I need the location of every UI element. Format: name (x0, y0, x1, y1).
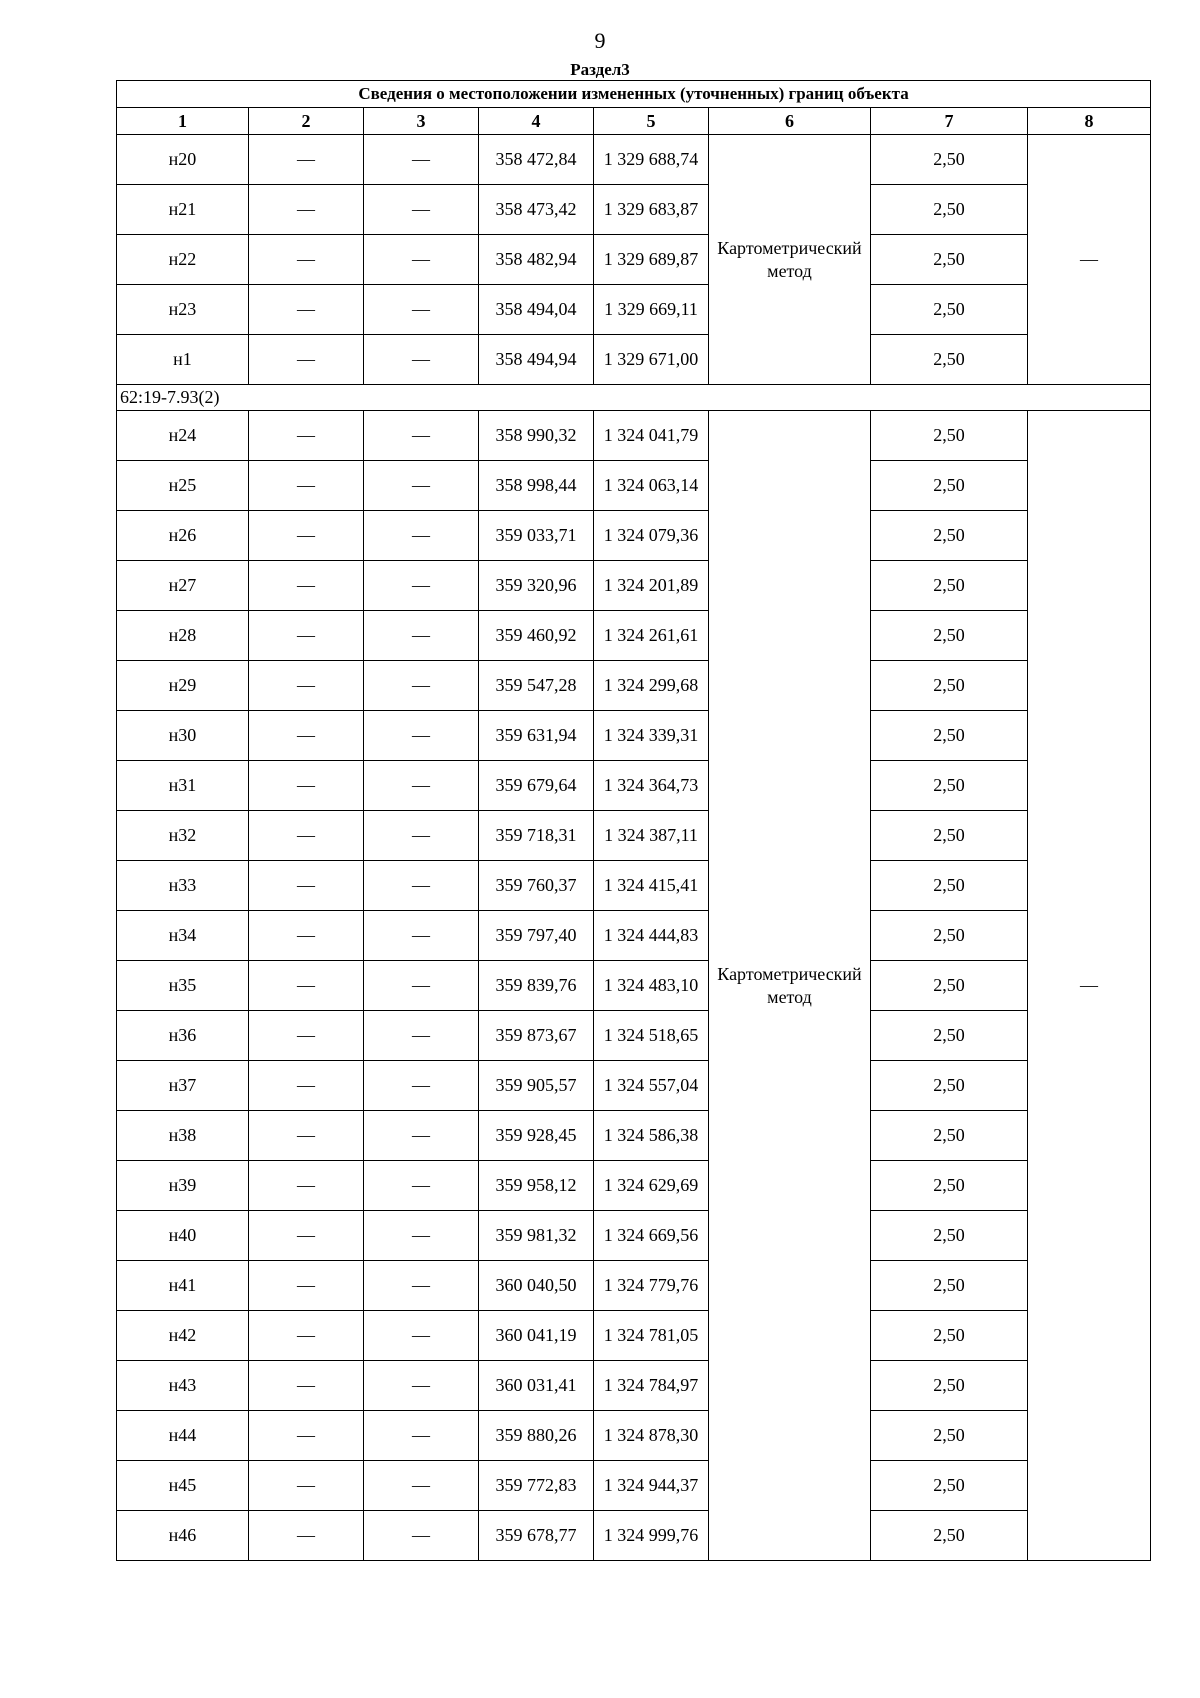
column-number-7: 7 (871, 108, 1028, 135)
point-name: н36 (117, 1011, 249, 1061)
point-name: н34 (117, 911, 249, 961)
point-name: н22 (117, 235, 249, 285)
column-2-value: — (249, 1111, 364, 1161)
table-row (117, 461, 1151, 511)
column-2-value: — (249, 511, 364, 561)
table-row (117, 661, 1151, 711)
x-coordinate: 358 494,94 (479, 335, 594, 385)
column-number-6: 6 (709, 108, 871, 135)
y-coordinate: 1 324 041,79 (594, 411, 709, 461)
table-row (117, 285, 1151, 335)
table-row (117, 1211, 1151, 1261)
x-coordinate: 360 031,41 (479, 1361, 594, 1411)
column-3-value: — (364, 1161, 479, 1211)
column-2-value: — (249, 961, 364, 1011)
column-number-row (117, 108, 1151, 135)
point-name: н42 (117, 1311, 249, 1361)
table-row (117, 511, 1151, 561)
column-2-value: — (249, 135, 364, 185)
accuracy-value: 2,50 (871, 961, 1028, 1011)
point-name: н40 (117, 1211, 249, 1261)
table-row (117, 1011, 1151, 1061)
y-coordinate: 1 324 261,61 (594, 611, 709, 661)
x-coordinate: 358 998,44 (479, 461, 594, 511)
column-2-value: — (249, 1011, 364, 1061)
accuracy-value: 2,50 (871, 1061, 1028, 1111)
x-coordinate: 359 631,94 (479, 711, 594, 761)
point-name: н1 (117, 335, 249, 385)
y-coordinate: 1 324 339,31 (594, 711, 709, 761)
x-coordinate: 359 460,92 (479, 611, 594, 661)
accuracy-value: 2,50 (871, 1311, 1028, 1361)
table-row (117, 235, 1151, 285)
point-name: н32 (117, 811, 249, 861)
y-coordinate: 1 324 669,56 (594, 1211, 709, 1261)
column-3-value: — (364, 1411, 479, 1461)
table-row (117, 561, 1151, 611)
y-coordinate: 1 324 444,83 (594, 911, 709, 961)
point-name: н45 (117, 1461, 249, 1511)
x-coordinate: 359 981,32 (479, 1211, 594, 1261)
table-row (117, 335, 1151, 385)
table-row (117, 411, 1151, 461)
x-coordinate: 359 958,12 (479, 1161, 594, 1211)
y-coordinate: 1 324 586,38 (594, 1111, 709, 1161)
table-row (117, 1511, 1151, 1561)
x-coordinate: 359 718,31 (479, 811, 594, 861)
point-name: н43 (117, 1361, 249, 1411)
method-cell: Картометрический метод (709, 135, 871, 385)
column-2-value: — (249, 561, 364, 611)
accuracy-value: 2,50 (871, 135, 1028, 185)
accuracy-value: 2,50 (871, 511, 1028, 561)
accuracy-value: 2,50 (871, 1161, 1028, 1211)
column-3-value: — (364, 561, 479, 611)
column-3-value: — (364, 1361, 479, 1411)
column-number-4: 4 (479, 108, 594, 135)
accuracy-value: 2,50 (871, 761, 1028, 811)
y-coordinate: 1 329 688,74 (594, 135, 709, 185)
y-coordinate: 1 324 779,76 (594, 1261, 709, 1311)
column-2-value: — (249, 411, 364, 461)
column-2-value: — (249, 1461, 364, 1511)
accuracy-value: 2,50 (871, 285, 1028, 335)
accuracy-value: 2,50 (871, 1411, 1028, 1461)
y-coordinate: 1 324 483,10 (594, 961, 709, 1011)
column-number-1: 1 (117, 108, 249, 135)
column-3-value: — (364, 961, 479, 1011)
column-2-value: — (249, 911, 364, 961)
column-3-value: — (364, 661, 479, 711)
x-coordinate: 359 905,57 (479, 1061, 594, 1111)
accuracy-value: 2,50 (871, 661, 1028, 711)
table-row (117, 1161, 1151, 1211)
y-coordinate: 1 324 784,97 (594, 1361, 709, 1411)
x-coordinate: 358 472,84 (479, 135, 594, 185)
point-name: н35 (117, 961, 249, 1011)
accuracy-value: 2,50 (871, 335, 1028, 385)
column-3-value: — (364, 761, 479, 811)
point-name: н20 (117, 135, 249, 185)
column-3-value: — (364, 1061, 479, 1111)
y-coordinate: 1 329 683,87 (594, 185, 709, 235)
x-coordinate: 359 033,71 (479, 511, 594, 561)
column-2-value: — (249, 811, 364, 861)
point-name: н39 (117, 1161, 249, 1211)
x-coordinate: 360 040,50 (479, 1261, 594, 1311)
table-row (117, 135, 1151, 185)
y-coordinate: 1 329 669,11 (594, 285, 709, 335)
y-coordinate: 1 324 557,04 (594, 1061, 709, 1111)
column-3-value: — (364, 861, 479, 911)
column-2-value: — (249, 761, 364, 811)
y-coordinate: 1 324 415,41 (594, 861, 709, 911)
accuracy-value: 2,50 (871, 461, 1028, 511)
accuracy-value: 2,50 (871, 711, 1028, 761)
y-coordinate: 1 324 629,69 (594, 1161, 709, 1211)
column-3-value: — (364, 811, 479, 861)
column-2-value: — (249, 1361, 364, 1411)
column-2-value: — (249, 861, 364, 911)
x-coordinate: 358 473,42 (479, 185, 594, 235)
table-row (117, 1311, 1151, 1361)
point-name: н41 (117, 1261, 249, 1311)
accuracy-value: 2,50 (871, 1461, 1028, 1511)
column-number-5: 5 (594, 108, 709, 135)
point-name: н23 (117, 285, 249, 335)
x-coordinate: 359 880,26 (479, 1411, 594, 1461)
table-row (117, 1411, 1151, 1461)
boundary-coordinates-table (116, 80, 1151, 1561)
y-coordinate: 1 324 878,30 (594, 1411, 709, 1461)
table-row (117, 1261, 1151, 1311)
table-row (117, 761, 1151, 811)
point-name: н28 (117, 611, 249, 661)
accuracy-value: 2,50 (871, 561, 1028, 611)
accuracy-value: 2,50 (871, 1261, 1028, 1311)
table-row (117, 861, 1151, 911)
y-coordinate: 1 329 671,00 (594, 335, 709, 385)
x-coordinate: 359 772,83 (479, 1461, 594, 1511)
column-3-value: — (364, 135, 479, 185)
point-name: н31 (117, 761, 249, 811)
column-3-value: — (364, 911, 479, 961)
accuracy-value: 2,50 (871, 411, 1028, 461)
point-name: н46 (117, 1511, 249, 1561)
x-coordinate: 359 320,96 (479, 561, 594, 611)
table-row (117, 1461, 1151, 1511)
y-coordinate: 1 324 999,76 (594, 1511, 709, 1561)
x-coordinate: 358 990,32 (479, 411, 594, 461)
x-coordinate: 358 482,94 (479, 235, 594, 285)
x-coordinate: 358 494,04 (479, 285, 594, 335)
column-3-value: — (364, 1211, 479, 1261)
column-3-value: — (364, 711, 479, 761)
column-2-value: — (249, 1411, 364, 1461)
accuracy-value: 2,50 (871, 1361, 1028, 1411)
table-row (117, 1111, 1151, 1161)
accuracy-value: 2,50 (871, 611, 1028, 661)
column-2-value: — (249, 1061, 364, 1111)
point-name: н44 (117, 1411, 249, 1461)
x-coordinate: 359 797,40 (479, 911, 594, 961)
column-2-value: — (249, 1261, 364, 1311)
column-2-value: — (249, 335, 364, 385)
accuracy-value: 2,50 (871, 235, 1028, 285)
y-coordinate: 1 324 063,14 (594, 461, 709, 511)
x-coordinate: 359 928,45 (479, 1111, 594, 1161)
y-coordinate: 1 324 299,68 (594, 661, 709, 711)
y-coordinate: 1 324 364,73 (594, 761, 709, 811)
column-2-value: — (249, 1311, 364, 1361)
accuracy-value: 2,50 (871, 811, 1028, 861)
group-label: 62:19-7.93(2) (117, 385, 1151, 411)
column-3-value: — (364, 1311, 479, 1361)
column-3-value: — (364, 1011, 479, 1061)
column-2-value: — (249, 1161, 364, 1211)
y-coordinate: 1 329 689,87 (594, 235, 709, 285)
column-2-value: — (249, 1511, 364, 1561)
x-coordinate: 359 839,76 (479, 961, 594, 1011)
column-number-2: 2 (249, 108, 364, 135)
column-3-value: — (364, 1461, 479, 1511)
table-row (117, 911, 1151, 961)
table-caption: Сведения о местоположении измененных (уточненных) границ объекта (117, 81, 1151, 108)
column-2-value: — (249, 1211, 364, 1261)
column-3-value: — (364, 1261, 479, 1311)
page-number: 9 (594, 28, 606, 53)
column-2-value: — (249, 285, 364, 335)
x-coordinate: 359 760,37 (479, 861, 594, 911)
column-2-value: — (249, 661, 364, 711)
table-row (117, 1061, 1151, 1111)
table-row (117, 711, 1151, 761)
y-coordinate: 1 324 201,89 (594, 561, 709, 611)
column-number-3: 3 (364, 108, 479, 135)
column-3-value: — (364, 611, 479, 661)
column-3-value: — (364, 285, 479, 335)
point-name: н26 (117, 511, 249, 561)
column-3-value: — (364, 511, 479, 561)
table-row (117, 1361, 1151, 1411)
point-name: н21 (117, 185, 249, 235)
column-number-8: 8 (1028, 108, 1151, 135)
accuracy-value: 2,50 (871, 1211, 1028, 1261)
x-coordinate: 359 547,28 (479, 661, 594, 711)
accuracy-value: 2,50 (871, 861, 1028, 911)
y-coordinate: 1 324 944,37 (594, 1461, 709, 1511)
point-name: н38 (117, 1111, 249, 1161)
column-3-value: — (364, 185, 479, 235)
y-coordinate: 1 324 781,05 (594, 1311, 709, 1361)
x-coordinate: 359 873,67 (479, 1011, 594, 1061)
column-2-value: — (249, 611, 364, 661)
accuracy-value: 2,50 (871, 185, 1028, 235)
x-coordinate: 359 678,77 (479, 1511, 594, 1561)
column-2-value: — (249, 185, 364, 235)
x-coordinate: 360 041,19 (479, 1311, 594, 1361)
point-name: н33 (117, 861, 249, 911)
table-row (117, 185, 1151, 235)
column-2-value: — (249, 711, 364, 761)
point-name: н27 (117, 561, 249, 611)
x-coordinate: 359 679,64 (479, 761, 594, 811)
accuracy-value: 2,50 (871, 1111, 1028, 1161)
point-name: н30 (117, 711, 249, 761)
point-name: н37 (117, 1061, 249, 1111)
method-cell: Картометрический метод (709, 411, 871, 1561)
column-2-value: — (249, 235, 364, 285)
column-3-value: — (364, 411, 479, 461)
accuracy-value: 2,50 (871, 1011, 1028, 1061)
table-row (117, 811, 1151, 861)
point-name: н29 (117, 661, 249, 711)
column-3-value: — (364, 335, 479, 385)
y-coordinate: 1 324 387,11 (594, 811, 709, 861)
accuracy-value: 2,50 (871, 1511, 1028, 1561)
column-3-value: — (364, 1511, 479, 1561)
table-row (117, 961, 1151, 1011)
section-title: Раздел3 (570, 60, 630, 79)
table-row (117, 611, 1151, 661)
y-coordinate: 1 324 518,65 (594, 1011, 709, 1061)
column-8-value: — (1028, 411, 1151, 1561)
column-3-value: — (364, 235, 479, 285)
y-coordinate: 1 324 079,36 (594, 511, 709, 561)
column-3-value: — (364, 1111, 479, 1161)
column-8-value: — (1028, 135, 1151, 385)
column-2-value: — (249, 461, 364, 511)
group-label-row (117, 385, 1151, 411)
column-3-value: — (364, 461, 479, 511)
point-name: н25 (117, 461, 249, 511)
point-name: н24 (117, 411, 249, 461)
accuracy-value: 2,50 (871, 911, 1028, 961)
